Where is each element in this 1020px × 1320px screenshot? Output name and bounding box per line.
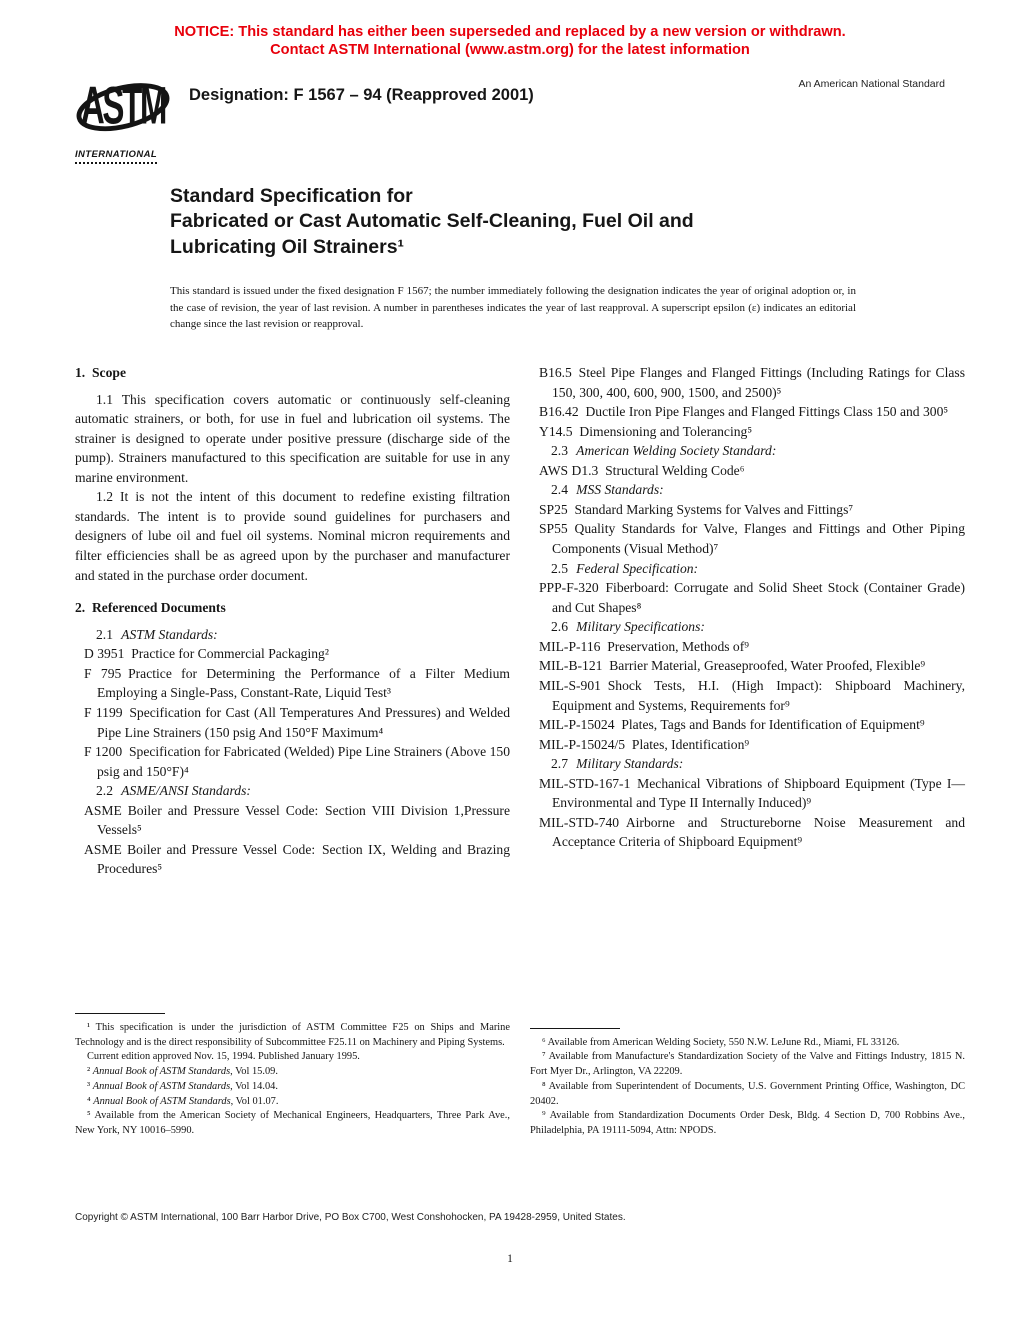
subsection-2-2-number: 2.2 bbox=[96, 783, 113, 799]
subsection-2-3 bbox=[530, 441, 965, 461]
reference-item: PPP-F-320 Fiberboard: Corrugate and Solid Sheet Stock (Container Grade) and Cut Shapes⁸ bbox=[539, 580, 965, 615]
footnote-marker: ⁵ bbox=[87, 1110, 91, 1122]
reference-item: B16.42 Ductile Iron Pipe Flanges and Flanged Fittings Class 150 and 300⁵ bbox=[539, 404, 949, 420]
footnote-8: ⁸ Available from Superintendent of Documents, U.S. Government Printing Office, Washington, DC 20402. bbox=[530, 1080, 965, 1107]
footnote-3: ³ Annual Book of ASTM Standards, Vol 14.04. bbox=[87, 1080, 278, 1092]
reference-item: F 1200 Specification for Fabricated (Welded) Pipe Line Strainers (Above 150 psig and 150°F)⁴ bbox=[84, 744, 510, 779]
footnotes-left bbox=[75, 1013, 510, 1139]
subsection-2-4-title: MSS Standards: bbox=[576, 482, 664, 498]
subsection-2-3-number: 2.3 bbox=[551, 443, 568, 459]
designation-preamble: This standard is issued under the fixed designation F 1567; the number immediately following the designation indicates the year of original adoption or, in the case of revision, the year of last revision. A number in parentheses indicates the year of last reapproval. A superscript epsilon (ε) indicates an editorial change since the last revision or reapproval. bbox=[170, 284, 856, 331]
reference-item: SP55 Quality Standards for Valve, Flanges and Fittings and Other Piping Components (Visual Method)⁷ bbox=[539, 521, 965, 557]
footnote-2: ² Annual Book of ASTM Standards, Vol 15.09. bbox=[87, 1066, 278, 1078]
section-heading-referenced-documents: 2. Referenced Documents bbox=[75, 600, 226, 616]
section-heading-scope: 1. Scope bbox=[75, 364, 126, 380]
subsection-2-4-number: 2.4 bbox=[551, 482, 568, 498]
notice-line-1: NOTICE: This standard has either been superseded and replaced by a new version or withdrawn. bbox=[174, 24, 846, 40]
subsection-2-3-title: American Welding Society Standard: bbox=[576, 443, 777, 459]
footnotes-right bbox=[530, 1028, 965, 1139]
footnote-marker: ³ bbox=[87, 1080, 91, 1092]
reference-item: D 3951 Practice for Commercial Packaging² bbox=[84, 646, 329, 662]
title-block bbox=[170, 184, 965, 333]
astm-logo-text: ASTM bbox=[80, 76, 166, 135]
subsection-2-5-number: 2.5 bbox=[551, 560, 568, 576]
astm-logo-subtext: INTERNATIONAL bbox=[75, 149, 157, 164]
reference-item: AWS D1.3 Structural Welding Code⁶ bbox=[539, 462, 745, 478]
subsection-2-1-number: 2.1 bbox=[96, 626, 113, 642]
subsection-2-2 bbox=[75, 781, 510, 801]
footnote-separator bbox=[530, 1028, 620, 1029]
footnote-current-edition: Current edition approved Nov. 15, 1994. Published January 1995. bbox=[87, 1051, 360, 1063]
reference-item: ASME Boiler and Pressure Vessel Code: Section IX, Welding and Brazing Procedures⁵ bbox=[84, 841, 510, 877]
footnote-5: ⁵ Available from the American Society of Mechanical Engineers, Headquarters, Three Park Ave., New York, NY 10016–5990. bbox=[75, 1110, 510, 1137]
american-national-standard-note: An American National Standard bbox=[798, 77, 945, 90]
subsection-2-2-title: ASME/ANSI Standards: bbox=[121, 783, 251, 799]
document-title-line-1: Standard Specification for bbox=[170, 184, 413, 207]
subsection-2-6-title: Military Specifications: bbox=[576, 619, 705, 635]
reference-item: F 795 Practice for Determining the Performance of a Filter Medium Employing a Single-Pass, Constant-Rate, Liquid Test³ bbox=[84, 665, 510, 701]
reference-item: F 1199 Specification for Cast (All Temperatures And Pressures) and Welded Pipe Line Strainers (150 psig And 150°F Maximum⁴ bbox=[84, 704, 510, 740]
reference-item: MIL-STD-740 Airborne and Structureborne Noise Measurement and Acceptance Criteria of Shipboard Equipment⁹ bbox=[539, 814, 965, 850]
astm-logo bbox=[75, 72, 175, 164]
reference-item: MIL-S-901 Shock Tests, H.I. (High Impact): Shipboard Machinery, Equipment and Systems, Requirements for⁹ bbox=[539, 677, 965, 713]
footnote-9: ⁹ Available from Standardization Documents Order Desk, Bldg. 4 Section D, 700 Robbins Ave., Philadelphia, PA 19111-5094, Attn: NPODS. bbox=[530, 1110, 965, 1137]
subsection-2-5 bbox=[530, 559, 965, 579]
footnote-6: ⁶ Available from American Welding Society, 550 N.W. LeJune Rd., Miami, FL 33126. bbox=[542, 1036, 900, 1048]
footnote-marker: ⁴ bbox=[87, 1095, 91, 1107]
reference-item: MIL-B-121 Barrier Material, Greaseproofed, Water Proofed, Flexible⁹ bbox=[539, 658, 926, 674]
subsection-2-6 bbox=[530, 617, 965, 637]
reference-item: ASME Boiler and Pressure Vessel Code: Section VIII Division 1,Pressure Vessels⁵ bbox=[84, 802, 510, 838]
subsection-2-1-title: ASTM Standards: bbox=[121, 626, 218, 642]
subsection-2-7 bbox=[530, 754, 965, 774]
reference-item: SP25 Standard Marking Systems for Valves and Fittings⁷ bbox=[539, 501, 854, 517]
reference-item: MIL-STD-167-1 Mechanical Vibrations of Shipboard Equipment (Type I—Environmental and Type II Internally Induced)⁹ bbox=[539, 775, 965, 811]
scope-paragraph-1-1: 1.1 This specification covers automatic or continuously self-cleaning automatic strainers, or both, for use in fuel and lubrication oil systems. The strainer is designed to operate under positive pressure (discharge side of the pump). Strainers manufactured to this specification are suitable for use in any marine environment. bbox=[75, 391, 510, 485]
document-title-line-2: Fabricated or Cast Automatic Self-Cleaning, Fuel Oil and bbox=[170, 210, 694, 233]
reference-item: MIL-P-15024/5 Plates, Identification⁹ bbox=[539, 736, 750, 752]
reference-item: MIL-P-116 Preservation, Methods of⁹ bbox=[539, 638, 749, 654]
copyright-line: Copyright © ASTM International, 100 Barr Harbor Drive, PO Box C700, West Conshohocken, PA 19428-2959, United States. bbox=[75, 1212, 626, 1223]
scope-paragraph-1-2: 1.2 It is not the intent of this document to redefine existing filtration standards. The intent is to provide sound guidelines for purchasers and designers of lube oil and fuel oil systems. Nominal micron requirements and filter efficiencies shall be as agreed upon by the purchaser and manufacturer and stated in the purchase order document. bbox=[75, 489, 510, 583]
document-header bbox=[75, 72, 945, 168]
left-column bbox=[75, 363, 510, 1139]
subsection-2-5-title: Federal Specification: bbox=[576, 560, 699, 576]
right-column bbox=[530, 363, 965, 1139]
supersession-notice bbox=[0, 0, 1020, 60]
footnote-4: ⁴ Annual Book of ASTM Standards, Vol 01.07. bbox=[87, 1095, 279, 1107]
footnote-marker: ⁶ bbox=[542, 1036, 546, 1048]
footnote-separator bbox=[75, 1013, 165, 1014]
footnote-marker: ⁹ bbox=[542, 1110, 546, 1122]
subsection-2-4 bbox=[530, 480, 965, 500]
page-number: 1 bbox=[507, 1253, 513, 1265]
document-title-line-3: Lubricating Oil Strainers¹ bbox=[170, 236, 405, 259]
reference-item: Y14.5 Dimensioning and Tolerancing⁵ bbox=[539, 423, 753, 439]
subsection-2-7-number: 2.7 bbox=[551, 756, 568, 772]
designation-line: Designation: F 1567 – 94 (Reapproved 2001) bbox=[189, 85, 534, 104]
subsection-2-1 bbox=[75, 625, 510, 645]
footnote-marker: ² bbox=[87, 1066, 91, 1078]
footnote-marker: ¹ bbox=[87, 1021, 91, 1033]
footnote-marker: ⁸ bbox=[542, 1080, 546, 1092]
footnote-marker: ⁷ bbox=[542, 1051, 546, 1063]
notice-line-2: Contact ASTM International (www.astm.org) for the latest information bbox=[270, 41, 750, 58]
footnote-7: ⁷ Available from Manufacture's Standardization Society of the Valve and Fittings Industry, 1815 N. Fort Myer Dr., Arlington, VA 22209. bbox=[530, 1051, 965, 1078]
reference-item: B16.5 Steel Pipe Flanges and Flanged Fittings (Including Ratings for Class 150, 300, 400, 600, 900, 1500, and 2500)⁵ bbox=[539, 364, 965, 400]
subsection-2-7-title: Military Standards: bbox=[576, 756, 684, 772]
reference-item: MIL-P-15024 Plates, Tags and Bands for Identification of Equipment⁹ bbox=[539, 717, 925, 733]
body-columns bbox=[75, 363, 965, 1139]
astm-globe-icon bbox=[75, 72, 171, 148]
footnote-1: ¹ This specification is under the jurisdiction of ASTM Committee F25 on Ships and Marine Technology and is the direct responsibility of Subcommittee F25.11 on Machinery and Piping Systems. bbox=[75, 1021, 510, 1048]
subsection-2-6-number: 2.6 bbox=[551, 619, 568, 635]
